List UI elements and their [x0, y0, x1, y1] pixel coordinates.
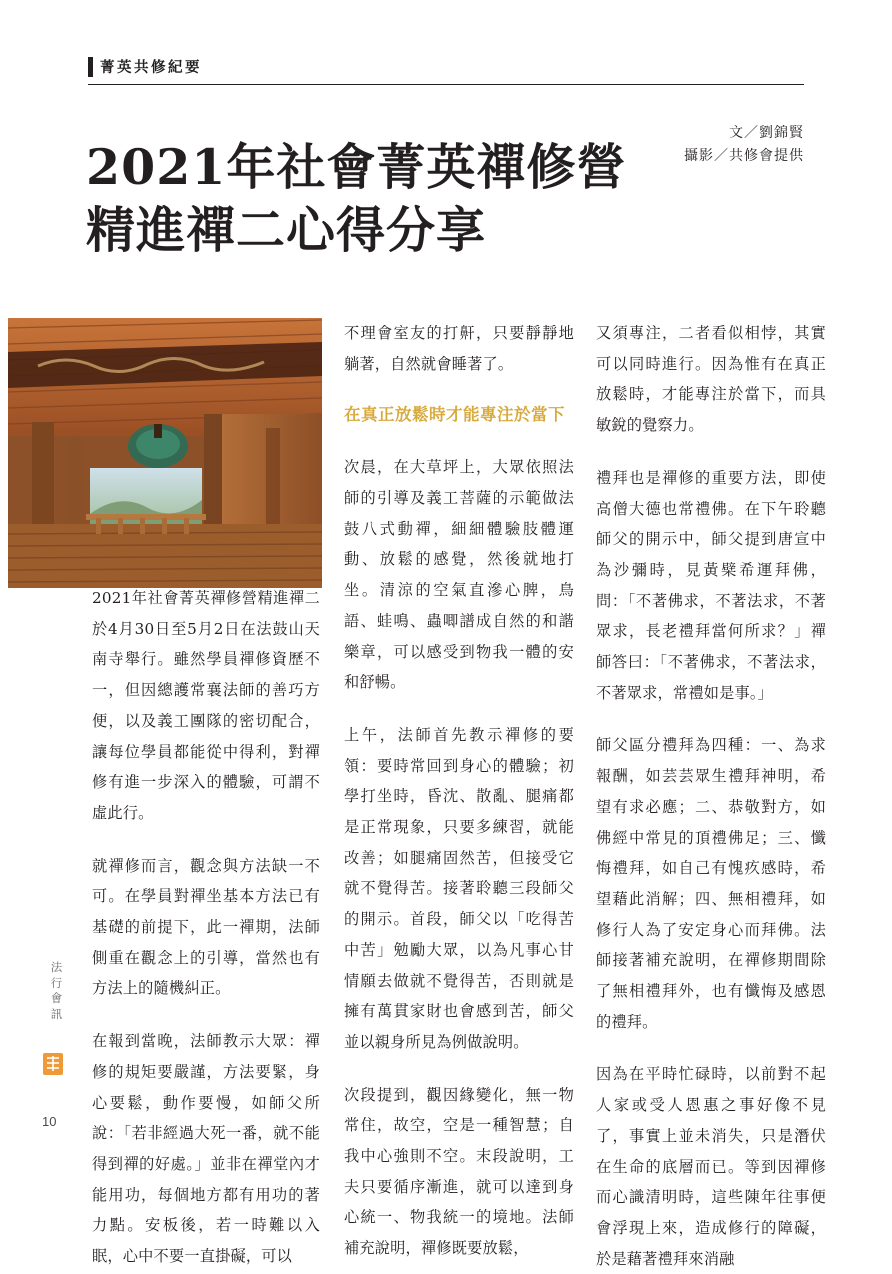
body-column-2 — [344, 318, 574, 1264]
paragraph: 因為在平時忙碌時，以前對不起人家或受人恩惠之事好像不見了，事實上並未消失，只是潛伏在生命的底層而已。等到因禪修而心識清明時，這些陳年往事便會浮現上來，造成修行的障礙，於是藉著禮拜來消融 — [596, 1065, 826, 1268]
byline-author: 文／劉錦賢 — [729, 125, 804, 141]
body-column-1 — [92, 583, 320, 1272]
page-title-line-1: 2021年社會菁英禪修營 — [86, 138, 627, 196]
article-photo — [8, 318, 322, 588]
section-kicker — [88, 56, 804, 77]
temple-photo-illustration — [8, 318, 322, 588]
byline-photo-credit: 攝影／共修會提供 — [684, 148, 804, 165]
page-title — [86, 136, 726, 261]
page-number: 10 — [42, 1114, 57, 1129]
paragraph: 2021年社會菁英禪修營精進禪二於4月30日至5月2日在法鼓山天南寺舉行。雖然學員禪修資歷不一，但因總護常襄法師的善巧方便，以及義工團隊的密切配合，讓每位學員都能從中得利，對禪修有進一步深入的體驗，可謂不虛此行。 — [92, 589, 320, 822]
paragraph: 次晨，在大草坪上，大眾依照法師的引導及義工菩薩的示範做法鼓八式動禪，細細體驗肢體運動、放鬆的感覺，然後就地打坐。清涼的空氣直滲心脾，鳥語、蛙鳴、蟲唧譜成自然的和諧樂章，可以感受到物我一體的安和舒暢。 — [344, 458, 574, 692]
paragraph: 不理會室友的打鼾，只要靜靜地躺著，自然就會睡著了。 — [344, 324, 574, 373]
publication-vertical-label: 法行會訊 — [50, 960, 64, 1021]
paragraph: 上午，法師首先教示禪修的要領：要時常回到身心的體驗；初學打坐時，昏沈、散亂、腿痛都是正常現象，只要多練習，就能改善；如腿痛固然苦，但接受它就不覺得苦。接著聆聽三段師父的開示。首段，師父以「吃得苦中苦」勉勵大眾，以為凡事心甘情願去做就不覺得苦，否則就是擁有萬貫家財也會感到苦，師父並以親身所見為例做說明。 — [344, 725, 574, 1051]
seal-mark-icon — [42, 1052, 64, 1076]
header-divider — [88, 84, 804, 85]
body-column-3 — [596, 318, 826, 1274]
paragraph: 師父區分禮拜為四種：一、為求報酬，如芸芸眾生禮拜神明，希望有求必應；二、恭敬對方，如佛經中常見的頂禮佛足；三、懺悔禮拜，如自己有愧疚感時，希望藉此消解；四、無相禮拜，如修行人為了安定身心而拜佛。法師接著補充說明，在禪修期間除了無相禮拜外，也有懺悔及感恩的禮拜。 — [596, 736, 826, 1031]
kicker-bar-decoration — [88, 57, 93, 77]
page-title-line-2: 精進禪二心得分享 — [86, 200, 487, 259]
paragraph: 禮拜也是禪修的重要方法，即使高僧大德也常禮佛。在下午聆聽師父的開示中，師父提到唐宣中為沙彌時，見黃檗希運拜佛，問：「不著佛求，不著法求，不著眾求，長老禮拜當何所求？」禪師答曰：「不著佛求，不著法求，不著眾求，常禮如是事。」 — [596, 468, 826, 702]
paragraph: 就禪修而言，觀念與方法缺一不可。在學員對禪坐基本方法已有基礎的前提下，此一禪期，法師側重在觀念上的引導，當然也有方法上的隨機糾正。 — [92, 856, 320, 998]
section-subheading: 在真正放鬆時才能專注於當下 — [344, 405, 565, 425]
paragraph: 在報到當晚，法師教示大眾：禪修的規矩要嚴謹，方法要緊，身心要鬆，動作要慢，如師父所說：「若非經過大死一番，就不能得到禪的好處。」並非在禪堂內才能用功，每個地方都有用功的著力點。安板後，若一時難以入眠，心中不要一直掛礙，可以 — [92, 1032, 320, 1266]
paragraph: 又須專注，二者看似相悖，其實可以同時進行。因為惟有在真正放鬆時，才能專注於當下，而具敏銳的覺察力。 — [596, 324, 826, 435]
kicker-label: 菁英共修紀要 — [100, 59, 202, 76]
paragraph: 次段提到，觀因緣變化，無一物常住，故空，空是一種智慧；自我中心強則不空。末段說明，工夫只要循序漸進，就可以達到身心統一、物我統一的境地。法師補充說明，禪修既要放鬆， — [344, 1085, 574, 1258]
